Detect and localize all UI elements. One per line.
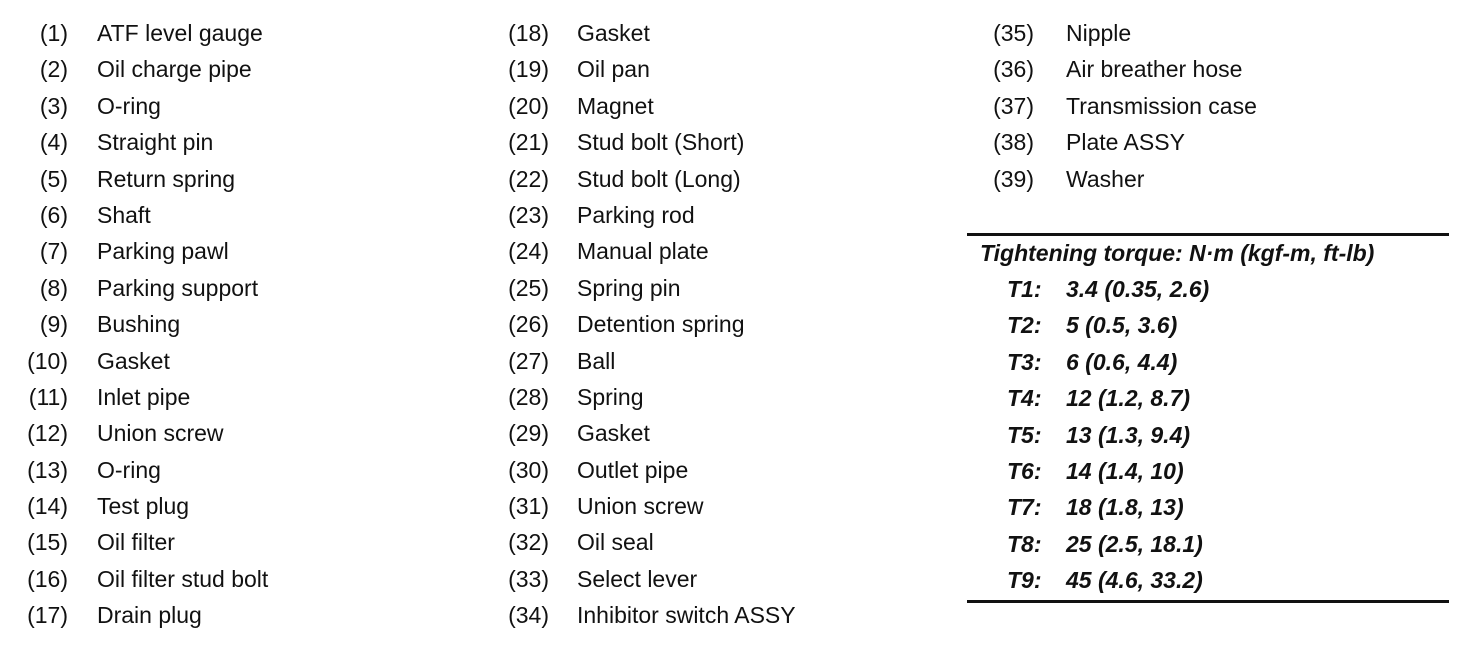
part-label: Outlet pipe — [577, 456, 689, 483]
torque-value: 3.4 (0.35, 2.6) — [1066, 276, 1210, 302]
part-label: Oil pan — [577, 56, 650, 83]
part-number: (3) — [39, 92, 68, 119]
torque-code: T7: — [1007, 494, 1042, 521]
torque-row — [1007, 276, 1209, 303]
part-number: (15) — [27, 529, 68, 556]
part-label: Parking support — [97, 274, 259, 301]
part-label: Bushing — [97, 311, 181, 338]
part-number: (35) — [993, 20, 1034, 46]
part-label: O-ring — [97, 92, 161, 119]
part-label: Gasket — [577, 20, 650, 46]
part-label: Parking rod — [577, 201, 695, 228]
torque-code: T2: — [1007, 312, 1042, 339]
torque-table-title: Tightening torque: N·m (kgf-m, ft-lb) — [980, 240, 1375, 266]
part-number: (32) — [508, 529, 549, 556]
part-label: Gasket — [577, 420, 650, 447]
part-number: (14) — [27, 493, 68, 520]
part-label: Detention spring — [577, 311, 745, 338]
torque-row — [1007, 422, 1190, 449]
part-number: (5) — [39, 165, 68, 192]
torque-value: 45 (4.6, 33.2) — [1066, 567, 1203, 594]
part-label: Shaft — [97, 201, 151, 228]
part-number: (2) — [39, 56, 68, 83]
torque-code: T5: — [1007, 421, 1042, 448]
part-label: Oil charge pipe — [97, 56, 252, 83]
part-number: (29) — [508, 420, 549, 447]
torque-code: T3: — [1007, 348, 1042, 375]
part-number: (22) — [508, 165, 549, 192]
part-number: (6) — [39, 201, 68, 228]
part-number: (4) — [39, 129, 68, 156]
part-label: Drain plug — [97, 602, 202, 629]
part-number: (36) — [993, 56, 1034, 83]
part-label: Return spring — [97, 165, 236, 192]
torque-value: 6 (0.6, 4.4) — [1066, 348, 1178, 375]
part-number: (33) — [508, 565, 549, 592]
torque-value: 12 (1.2, 8.7) — [1066, 385, 1191, 412]
part-number: (16) — [27, 565, 68, 592]
part-label: Test plug — [97, 493, 190, 520]
part-number: (11) — [28, 383, 68, 410]
torque-row — [1007, 567, 1203, 594]
part-label: Washer — [1066, 165, 1145, 192]
part-number: (24) — [508, 238, 549, 265]
part-number: (31) — [508, 493, 549, 520]
torque-row — [1007, 385, 1190, 412]
part-label: Inhibitor switch ASSY — [577, 602, 796, 629]
part-number: (7) — [39, 238, 68, 265]
part-label: Transmission case — [1066, 92, 1257, 119]
part-number: (18) — [508, 20, 549, 46]
part-number: (17) — [27, 602, 68, 629]
part-number: (25) — [508, 274, 549, 301]
part-number: (23) — [508, 201, 549, 228]
part-label: Ball — [577, 347, 616, 374]
torque-row — [1007, 531, 1203, 558]
part-number: (21) — [508, 129, 549, 156]
part-number: (13) — [27, 456, 68, 483]
part-number: (39) — [993, 165, 1034, 192]
torque-code: T4: — [1007, 385, 1042, 412]
tightening-torque-table — [967, 233, 1449, 603]
torque-row — [1007, 494, 1184, 521]
part-number: (9) — [39, 311, 68, 338]
part-number: (26) — [508, 311, 549, 338]
part-number: (19) — [508, 56, 549, 83]
torque-code: T9: — [1007, 567, 1042, 594]
part-label: Plate ASSY — [1066, 129, 1185, 156]
part-label: Stud bolt (Long) — [577, 165, 741, 192]
part-number: (38) — [993, 129, 1034, 156]
part-label: Air breather hose — [1066, 56, 1243, 83]
part-label: Parking pawl — [97, 238, 229, 265]
part-number: (20) — [508, 92, 549, 119]
part-label: Oil filter — [97, 529, 175, 556]
part-label: Inlet pipe — [97, 383, 191, 410]
part-number: (10) — [27, 347, 68, 374]
part-label: Spring — [577, 383, 644, 410]
part-label: Oil seal — [577, 529, 654, 556]
part-number: (37) — [993, 92, 1034, 119]
part-label: Union screw — [97, 420, 224, 447]
part-number: (12) — [27, 420, 68, 447]
torque-value: 18 (1.8, 13) — [1066, 494, 1184, 521]
torque-value: 25 (2.5, 18.1) — [1066, 530, 1203, 557]
torque-row — [1007, 312, 1177, 339]
part-label: Nipple — [1066, 20, 1132, 46]
torque-code: T1: — [1007, 276, 1042, 302]
part-label: Straight pin — [97, 129, 214, 156]
part-number: (27) — [508, 347, 549, 374]
torque-code: T6: — [1007, 458, 1042, 484]
part-label: Magnet — [577, 92, 654, 119]
part-number: (34) — [508, 602, 549, 629]
part-label: Stud bolt (Short) — [577, 129, 745, 156]
torque-row — [1007, 458, 1184, 485]
torque-value: 14 (1.4, 10) — [1066, 458, 1184, 484]
part-number: (8) — [39, 274, 68, 301]
part-label: Union screw — [577, 493, 704, 520]
part-number: (28) — [508, 383, 549, 410]
part-label: O-ring — [97, 456, 161, 483]
torque-value: 13 (1.3, 9.4) — [1066, 421, 1191, 448]
torque-row — [1007, 349, 1177, 376]
part-number: (30) — [508, 456, 549, 483]
part-label: Spring pin — [577, 274, 681, 301]
part-label: ATF level gauge — [97, 20, 263, 46]
part-label: Select lever — [577, 565, 698, 592]
part-label: Manual plate — [577, 238, 709, 265]
torque-value: 5 (0.5, 3.6) — [1066, 312, 1178, 339]
torque-code: T8: — [1007, 530, 1042, 557]
part-label: Gasket — [97, 347, 170, 374]
part-label: Oil filter stud bolt — [97, 565, 269, 592]
part-number: (1) — [39, 20, 68, 46]
